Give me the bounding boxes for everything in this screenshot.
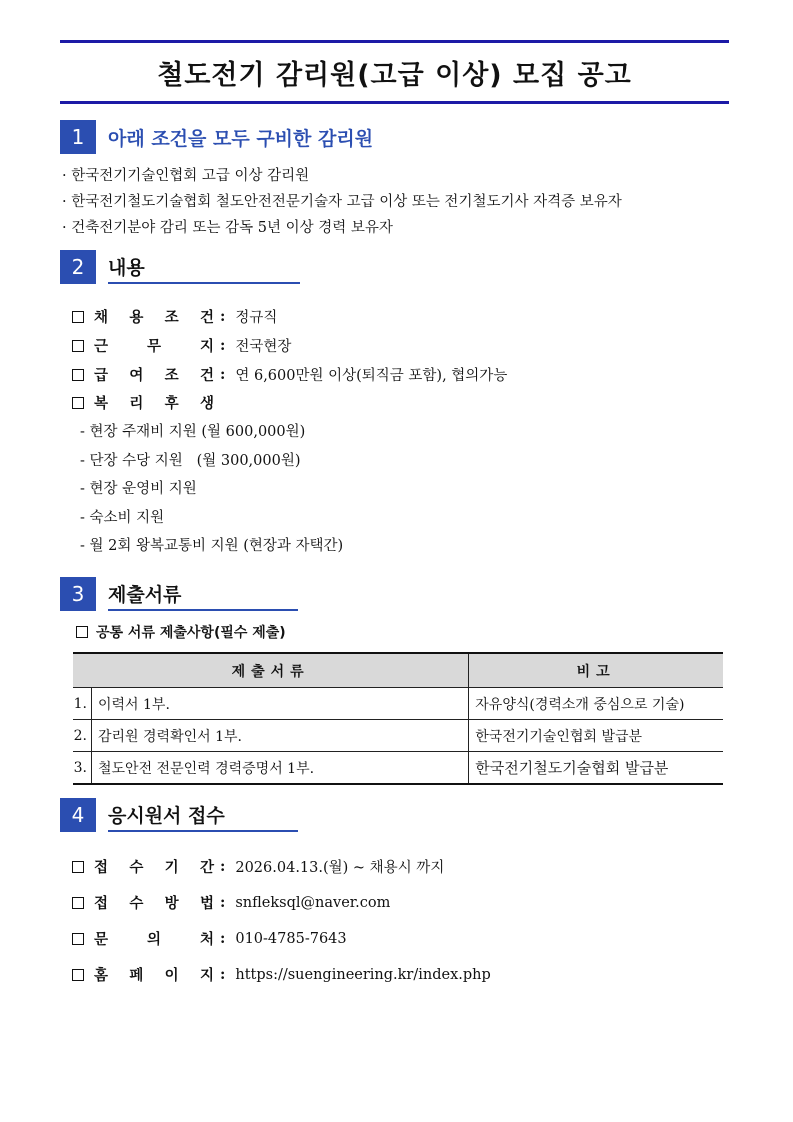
homepage-link[interactable]: https://suengineering.kr/index.php xyxy=(235,966,491,983)
homepage-label: 홈 페 이 지 xyxy=(94,968,214,984)
note-cell: 자유양식(경력소개 중심으로 기술) xyxy=(469,688,723,720)
salary-row: 급 여 조 건 : 연 6,600만원 이상(퇴직금 포함), 협의가능 xyxy=(72,364,507,385)
phone-number: 010-4785-7643 xyxy=(235,930,347,947)
checkbox-icon xyxy=(72,969,84,981)
row-number: 1. xyxy=(73,688,92,720)
page-title: 철도전기 감리원(고급 이상) 모집 공고 xyxy=(157,59,632,91)
checkbox-icon xyxy=(72,933,84,945)
note-cell: 한국전기기술인협회 발급분 xyxy=(469,720,723,752)
salary-value: 연 6,600만원 이상(퇴직금 포함), 협의가능 xyxy=(235,368,508,384)
checkbox-icon xyxy=(72,369,84,381)
section-number: 3 xyxy=(60,577,96,611)
document-cell: 철도안전 전문인력 경력증명서 1부. xyxy=(92,752,469,785)
checkbox-icon xyxy=(72,861,84,873)
homepage-row: 홈 페 이 지 : https://suengineering.kr/index.php xyxy=(72,964,491,985)
section-number: 1 xyxy=(60,120,96,154)
workplace-row: 근 무 지 : 전국현장 xyxy=(72,335,291,356)
workplace-value: 전국현장 xyxy=(235,339,292,355)
method-row: 접 수 방 법 : snfleksql@naver.com xyxy=(72,892,390,913)
table-row xyxy=(73,720,723,752)
workplace-label: 근 무 지 xyxy=(94,339,214,355)
title-box xyxy=(60,40,729,104)
section-number: 4 xyxy=(60,798,96,832)
welfare-label: 복 리 후 생 xyxy=(94,396,214,412)
welfare-item: - 숙소비 지원 xyxy=(80,510,165,526)
checkbox-icon xyxy=(72,897,84,909)
row-number: 2. xyxy=(73,720,92,752)
checkbox-icon xyxy=(72,340,84,352)
welfare-item: - 현장 주재비 지원 (월 600,000원) xyxy=(80,424,306,440)
document-cell: 이력서 1부. xyxy=(92,688,469,720)
section-1-header xyxy=(60,120,379,154)
documents-table xyxy=(73,652,723,785)
section-title: 제출서류 xyxy=(108,577,298,611)
section-title: 응시원서 접수 xyxy=(108,798,298,832)
table-row xyxy=(73,752,723,785)
period-value: 2026.04.13.(월) ~ 채용시 까지 xyxy=(235,860,445,876)
employment-label: 채 용 조 건 xyxy=(94,310,214,326)
welfare-item: - 현장 운영비 지원 xyxy=(80,481,197,497)
welfare-item: - 단장 수당 지원 (월 300,000원) xyxy=(80,453,301,469)
requirement-item: · 한국전기철도기술협회 철도안전전문기술자 고급 이상 또는 전기철도기사 자격증 보유자 xyxy=(62,194,622,210)
row-number: 3. xyxy=(73,752,92,785)
requirement-item: · 한국전기기술인협회 고급 이상 감리원 xyxy=(62,168,310,184)
requirement-item: · 건축전기분야 감리 또는 감독 5년 이상 경력 보유자 xyxy=(62,220,393,236)
document-cell: 감리원 경력확인서 1부. xyxy=(92,720,469,752)
documents-heading: 공통 서류 제출사항(필수 제출) xyxy=(76,622,286,642)
section-title: 아래 조건을 모두 구비한 감리원 xyxy=(108,127,374,150)
note-cell: 한국전기철도기술협회 발급분 xyxy=(469,752,723,785)
period-label: 접 수 기 간 xyxy=(94,860,214,876)
method-label: 접 수 방 법 xyxy=(94,896,214,912)
section-3-header xyxy=(60,577,298,611)
checkbox-icon xyxy=(72,311,84,323)
welfare-item: - 월 2회 왕복교통비 지원 (현장과 자택간) xyxy=(80,538,344,554)
column-header: 비고 xyxy=(469,653,723,688)
section-2-header xyxy=(60,250,300,284)
checkbox-icon xyxy=(72,397,84,409)
section-title: 내용 xyxy=(108,250,300,284)
table-header-row xyxy=(73,653,723,688)
email-link[interactable]: snfleksql@naver.com xyxy=(235,894,391,911)
column-header: 제출서류 xyxy=(73,653,469,688)
salary-label: 급 여 조 건 xyxy=(94,368,214,384)
period-row: 접 수 기 간 : 2026.04.13.(월) ~ 채용시 까지 xyxy=(72,856,444,877)
employment-row: 채 용 조 건 : 정규직 xyxy=(72,306,277,327)
welfare-row xyxy=(72,392,214,413)
section-number: 2 xyxy=(60,250,96,284)
table-row xyxy=(73,688,723,720)
contact-row: 문 의 처 : 010-4785-7643 xyxy=(72,928,347,949)
contact-label: 문 의 처 xyxy=(94,932,214,948)
checkbox-icon xyxy=(76,626,88,638)
section-4-header xyxy=(60,798,298,832)
employment-value: 정규직 xyxy=(235,310,278,326)
